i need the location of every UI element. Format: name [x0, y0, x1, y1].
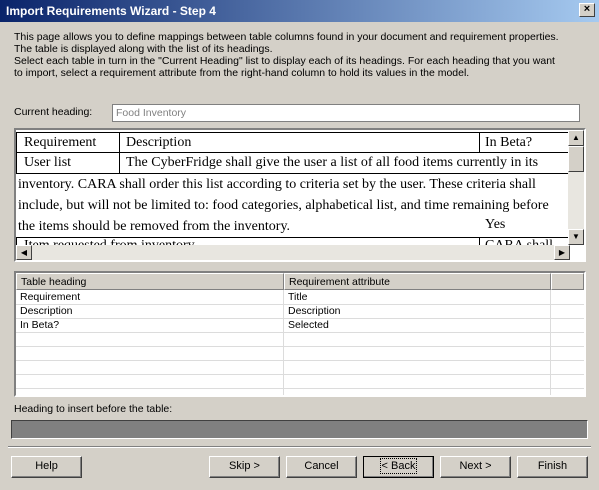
- column-header-table-heading[interactable]: Table heading: [16, 273, 284, 290]
- cancel-button-label: Cancel: [304, 460, 339, 472]
- back-button[interactable]: [363, 456, 434, 478]
- intro-line: to import, select a requirement attribute from the right-hand column to hold its values in the model.: [14, 67, 470, 79]
- grid-cell-attribute[interactable]: Selected: [288, 319, 329, 331]
- scroll-thumb[interactable]: [568, 146, 584, 172]
- next-button-label: Next >: [459, 460, 492, 472]
- back-button-label: < Back: [381, 460, 416, 472]
- horizontal-scrollbar[interactable]: [16, 245, 570, 260]
- window-title: Import Requirements Wizard - Step 4: [6, 4, 216, 18]
- insert-heading-label: Heading to insert before the table:: [14, 403, 173, 415]
- doc-header-requirement: Requirement: [24, 135, 97, 150]
- insert-heading-field[interactable]: [11, 420, 588, 439]
- current-heading-field[interactable]: Food Inventory: [112, 104, 580, 122]
- help-button-label: Help: [35, 460, 58, 472]
- grid-cell-heading[interactable]: In Beta?: [20, 319, 60, 331]
- column-header-requirement-attribute[interactable]: Requirement attribute: [284, 273, 551, 290]
- intro-line: Select each table in turn in the "Current Heading" list to display each of its headings. For each heading that you want: [14, 55, 555, 67]
- intro-line: The table is displayed along with the list of its headings.: [14, 43, 273, 55]
- skip-button[interactable]: [209, 456, 280, 478]
- document-table: [16, 130, 570, 245]
- doc-cell-description: The CyberFridge shall give the user a list of all food items currently in its: [126, 155, 539, 170]
- button-separator: [8, 446, 591, 448]
- grid-cell-attribute[interactable]: Description: [288, 305, 341, 317]
- grid-cell-attribute[interactable]: Title: [288, 291, 308, 303]
- scroll-right-icon[interactable]: ▶: [554, 245, 570, 260]
- scroll-left-icon[interactable]: ◀: [16, 245, 32, 260]
- column-header-extra: [551, 273, 584, 290]
- doc-header-description: Description: [126, 135, 192, 150]
- next-button[interactable]: [440, 456, 511, 478]
- cancel-button[interactable]: [286, 456, 357, 478]
- doc-header-in-beta: In Beta?: [485, 135, 533, 150]
- grid-cell-heading[interactable]: Requirement: [20, 291, 81, 303]
- scroll-down-icon[interactable]: ▼: [568, 229, 584, 245]
- vertical-scrollbar[interactable]: [568, 130, 584, 245]
- doc-cell-in-beta: Yes: [485, 217, 506, 232]
- doc-paragraph: inventory. CARA shall order this list according to criteria set by the user. These criteria shall include, but will not be limited to: food categories, alphabetical list, and time remaining before the items should be removed from the inventory.: [18, 177, 549, 234]
- help-button[interactable]: [11, 456, 82, 478]
- window-title-bar: [0, 0, 599, 22]
- grid-cell-heading[interactable]: Description: [20, 305, 73, 317]
- intro-line: This page allows you to define mappings between table columns found in your document and requirement properties.: [14, 31, 559, 43]
- mapping-grid[interactable]: [14, 271, 586, 397]
- doc-cell-requirement: User list: [24, 155, 72, 170]
- document-preview[interactable]: [14, 128, 586, 262]
- finish-button-label: Finish: [537, 460, 568, 472]
- finish-button[interactable]: [517, 456, 588, 478]
- current-heading-label: Current heading:: [14, 106, 93, 118]
- close-icon[interactable]: ×: [579, 3, 595, 17]
- scroll-up-icon[interactable]: ▲: [568, 130, 584, 146]
- skip-button-label: Skip >: [229, 460, 260, 472]
- intro-text: [14, 31, 586, 79]
